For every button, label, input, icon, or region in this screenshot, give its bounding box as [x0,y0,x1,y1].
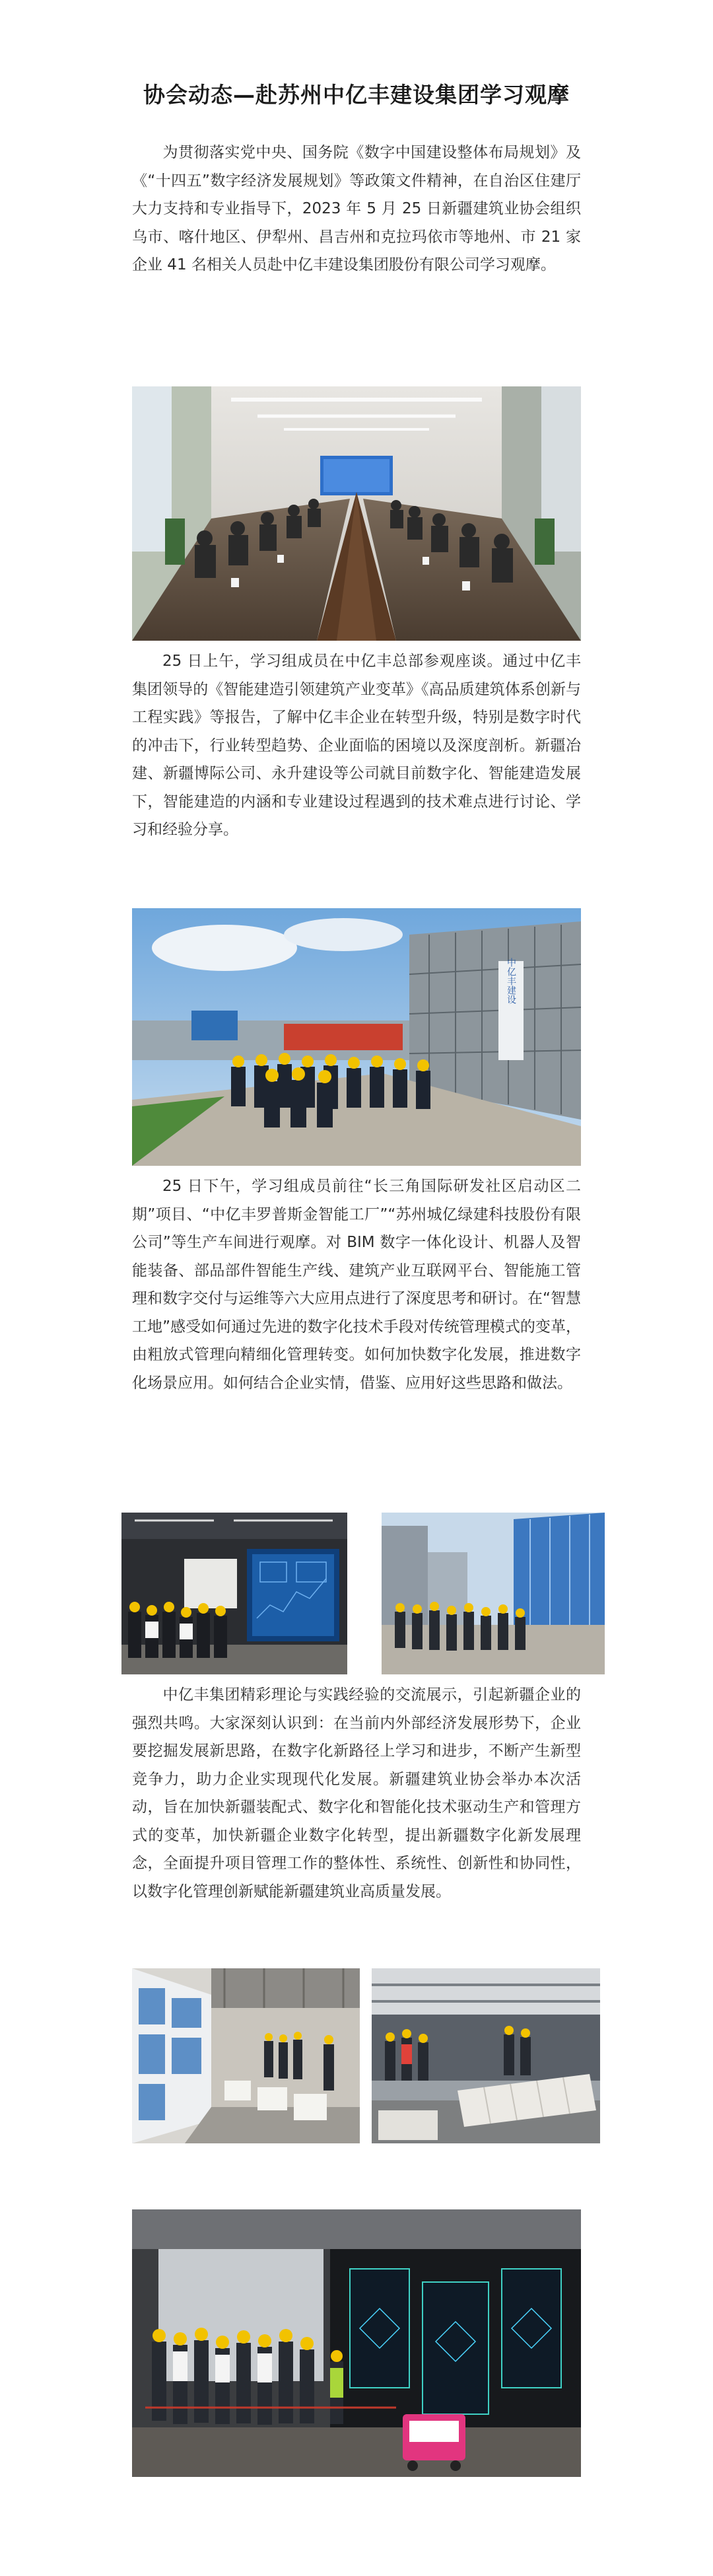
photo-smart-showcase [132,2209,581,2477]
article-paragraph-1: 为贯彻落实党中央、国务院《数字中国建设整体布局规划》及《“十四五”数字经济发展规划》等政策文件精神，在自治区住建厅大力支持和专业指导下，2023 年 5 月 25 日新疆建筑业协会组织乌市、喀什地区、伊犁州、昌吉州和克拉玛依市等地州、市 21 家企业 41 名相关人员赴中亿丰建设集团股份有限公司学习观摩。 [132,144,581,273]
article-paragraph-2: 25 日上午，学习组成员在中亿丰总部参观座谈。通过中亿丰集团领导的《智能建造引领建筑产业变革》《高品质建筑体系创新与工程实践》等报告，了解中亿丰企业在转型升级，特别是数字时代的冲击下，行业转型趋势、企业面临的困境以及深度剖析。新疆冶建、新疆博际公司、永升建设等公司就目前数字化、智能建造发展下，智能建造的内涵和专业建设过程遇到的技术难点进行讨论、学习和经验分享。 [132,653,581,838]
photo-production-line [372,1968,600,2143]
photo-factory-corridor [132,1968,360,2143]
article-paragraph-3: 25 日下午，学习组成员前往“长三角国际研发社区启动区二期”项目、“中亿丰罗普斯金智能工厂”“苏州城亿绿建科技股份有限公司”等生产车间进行观摩。对 BIM 数字一体化设计、机器人及智能装备、部品部件智能生产线、建筑产业互联网平台、智能施工管理和数字交付与运维等六大应用点进行了深度思考和研讨。在“智慧工地”感受如何通过先进的数字化技术手段对传统管理模式的变革，由粗放式管理向精细化管理转变。如何加快数字化发展，推进数字化场景应用。如何结合企业实情，借鉴、应用好这些思路和做法。 [132,1178,581,1392]
photo-project-site [382,1513,605,1674]
photo-site-visit [132,908,581,1166]
photo-exhibition-screens [121,1513,347,1674]
page-title: 协会动态—赴苏州中亿丰建设集团学习观摩 [143,82,570,108]
article-paragraph-4: 中亿丰集团精彩理论与实践经验的交流展示，引起新疆企业的强烈共鸣。大家深刻认识到：在当前内外部经济发展形势下，企业要挖掘发展新思路，在数字化新路径上学习和进步，不断产生新型竞争力，助力企业实现现代化发展。新疆建筑业协会举办本次活动，旨在加快新疆装配式、数字化和智能化技术驱动生产和管理方式的变革，加快新疆企业数字化转型，提出新疆数字化新发展理念，全面提升项目管理工作的整体性、系统性、创新性和协同性，以数字化管理创新赋能新疆建筑业高质量发展。 [132,1686,581,1900]
site-sign-text: 中亿丰建设 [506,958,516,1004]
photo-meeting-room [132,386,581,641]
